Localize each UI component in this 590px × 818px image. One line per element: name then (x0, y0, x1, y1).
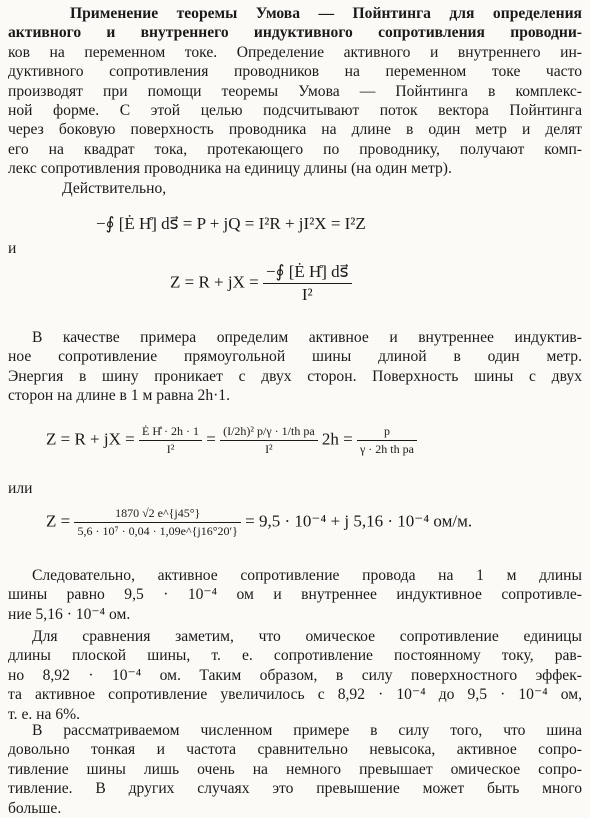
text-line: Для сравнения заметим, что омическое сопротивление единицы (32, 628, 582, 645)
paragraph-umov-poynting-intro (8, 4, 582, 179)
formula-fraction (357, 424, 417, 457)
fraction-numerator: (I/2h)² p/γ · 1/th pa (220, 424, 318, 441)
formula-poynting-integral: −∮ [Ė H̊] ds⃗ = P + jQ = I²R + jI²X = I²Z (96, 214, 366, 233)
text-line: Следовательно, активное сопротивление провода на 1 м длины (32, 567, 582, 584)
fraction-numerator: −∮ [Ė H̊] ds⃗ (263, 262, 352, 284)
formula-equals: = (206, 429, 216, 449)
text-i: и (8, 240, 17, 257)
formula-lhs: Z = R + jX = (170, 272, 259, 292)
text-line: активного и внутреннего индуктивного сопротивления проводни- (8, 24, 582, 42)
fraction-denominator: γ · 2h th pa (359, 442, 414, 456)
formula-fraction (263, 262, 352, 305)
text-line: В рассматриваемом численном примере в силу того, что шина (32, 722, 582, 739)
formula-fraction (220, 424, 318, 457)
text-line: т. е. на 6%. (8, 705, 81, 723)
text-line: та активное сопротивление увеличилось с 8,92 · 10⁻⁴ до 9,5 · 10⁻⁴ ом, (8, 686, 582, 704)
fraction-numerator: 1870 √2 e^{j45°} (74, 506, 240, 523)
formula-fraction (139, 424, 202, 457)
fraction-denominator: 5,6 · 10⁷ · 0,04 · 1,09e^{j16°20′} (77, 524, 238, 538)
text-line: дуктивного сопротивления проводников на переменном токе часто (8, 63, 582, 81)
formula-numeric-impedance (46, 506, 472, 539)
text-line: Применение теоремы Умова — Пойнтинга для определения (70, 5, 582, 22)
formula-lhs: Z = (46, 511, 71, 531)
paragraph-conclusion (8, 721, 582, 818)
formula-bus-impedance (46, 424, 417, 457)
formula-rhs: = 9,5 · 10⁻⁴ + j 5,16 · 10⁻⁴ ом/м. (245, 511, 473, 531)
text-line: лекс сопротивления проводника на единицу длины (на один метр). (8, 160, 452, 178)
fraction-denominator: I² (301, 285, 313, 304)
fraction-denominator: I² (166, 442, 175, 456)
text-line: производят при помощи теоремы Умова — Пойнтинга в комплекс- (8, 82, 582, 100)
formula-fraction (74, 506, 240, 539)
text-line: ной форме. С этой целью подсчитывают поток вектора Пойнтинга (8, 102, 582, 120)
text-line: ков на переменном токе. Определение активного и внутреннего ин- (8, 43, 582, 61)
text-deistvitelno: Действительно, (62, 180, 167, 197)
text-line: тивление. В других случаях это превышение может быть много (8, 780, 582, 798)
formula-mid: 2h = (321, 429, 353, 449)
text-line: ное сопротивление прямоугольной шины длиной в один метр. (8, 348, 582, 366)
formula-lhs: Z = R + jX = (46, 429, 135, 449)
formula-impedance (170, 262, 352, 305)
text-line: больше. (8, 799, 62, 817)
text-line: через боковую поверхность проводника на длине в один метр и делят (8, 121, 582, 139)
text-line: ние 5,16 · 10⁻⁴ ом. (8, 605, 131, 623)
text-line: сторон на длине в 1 м равна 2h·1. (8, 387, 231, 405)
text-line: довольно тонкая и частота сравнительно невысока, активное сопро- (8, 741, 582, 759)
fraction-denominator: I² (265, 442, 273, 456)
paragraph-comparison (8, 627, 582, 724)
fraction-numerator: Ė H̊ · 2h · 1 (139, 424, 202, 441)
fraction-numerator: p (357, 424, 417, 441)
text-line: В качестве примера определим активное и внутреннее индуктив- (32, 329, 582, 346)
text-line: тивление шины лишь очень на немного превышает омическое сопро- (8, 760, 582, 778)
text-line: но 8,92 · 10⁻⁴ ом. Таким образом, в силу поверхностного эффек- (8, 666, 582, 684)
text-line: шины равно 9,5 · 10⁻⁴ ом и внутреннее индуктивное сопротивле- (8, 586, 582, 604)
text-line: длины плоской шины, т. е. сопротивление постоянному току, рав- (8, 647, 582, 665)
paragraph-result (8, 566, 582, 624)
text-line: его на квадрат тока, протекающего по проводнику, получают комп- (8, 140, 582, 158)
text-ili: или (8, 480, 33, 497)
paragraph-example (8, 328, 582, 406)
text-line: Энергия в шину проникает с двух сторон. Поверхность шины с двух (8, 367, 582, 385)
